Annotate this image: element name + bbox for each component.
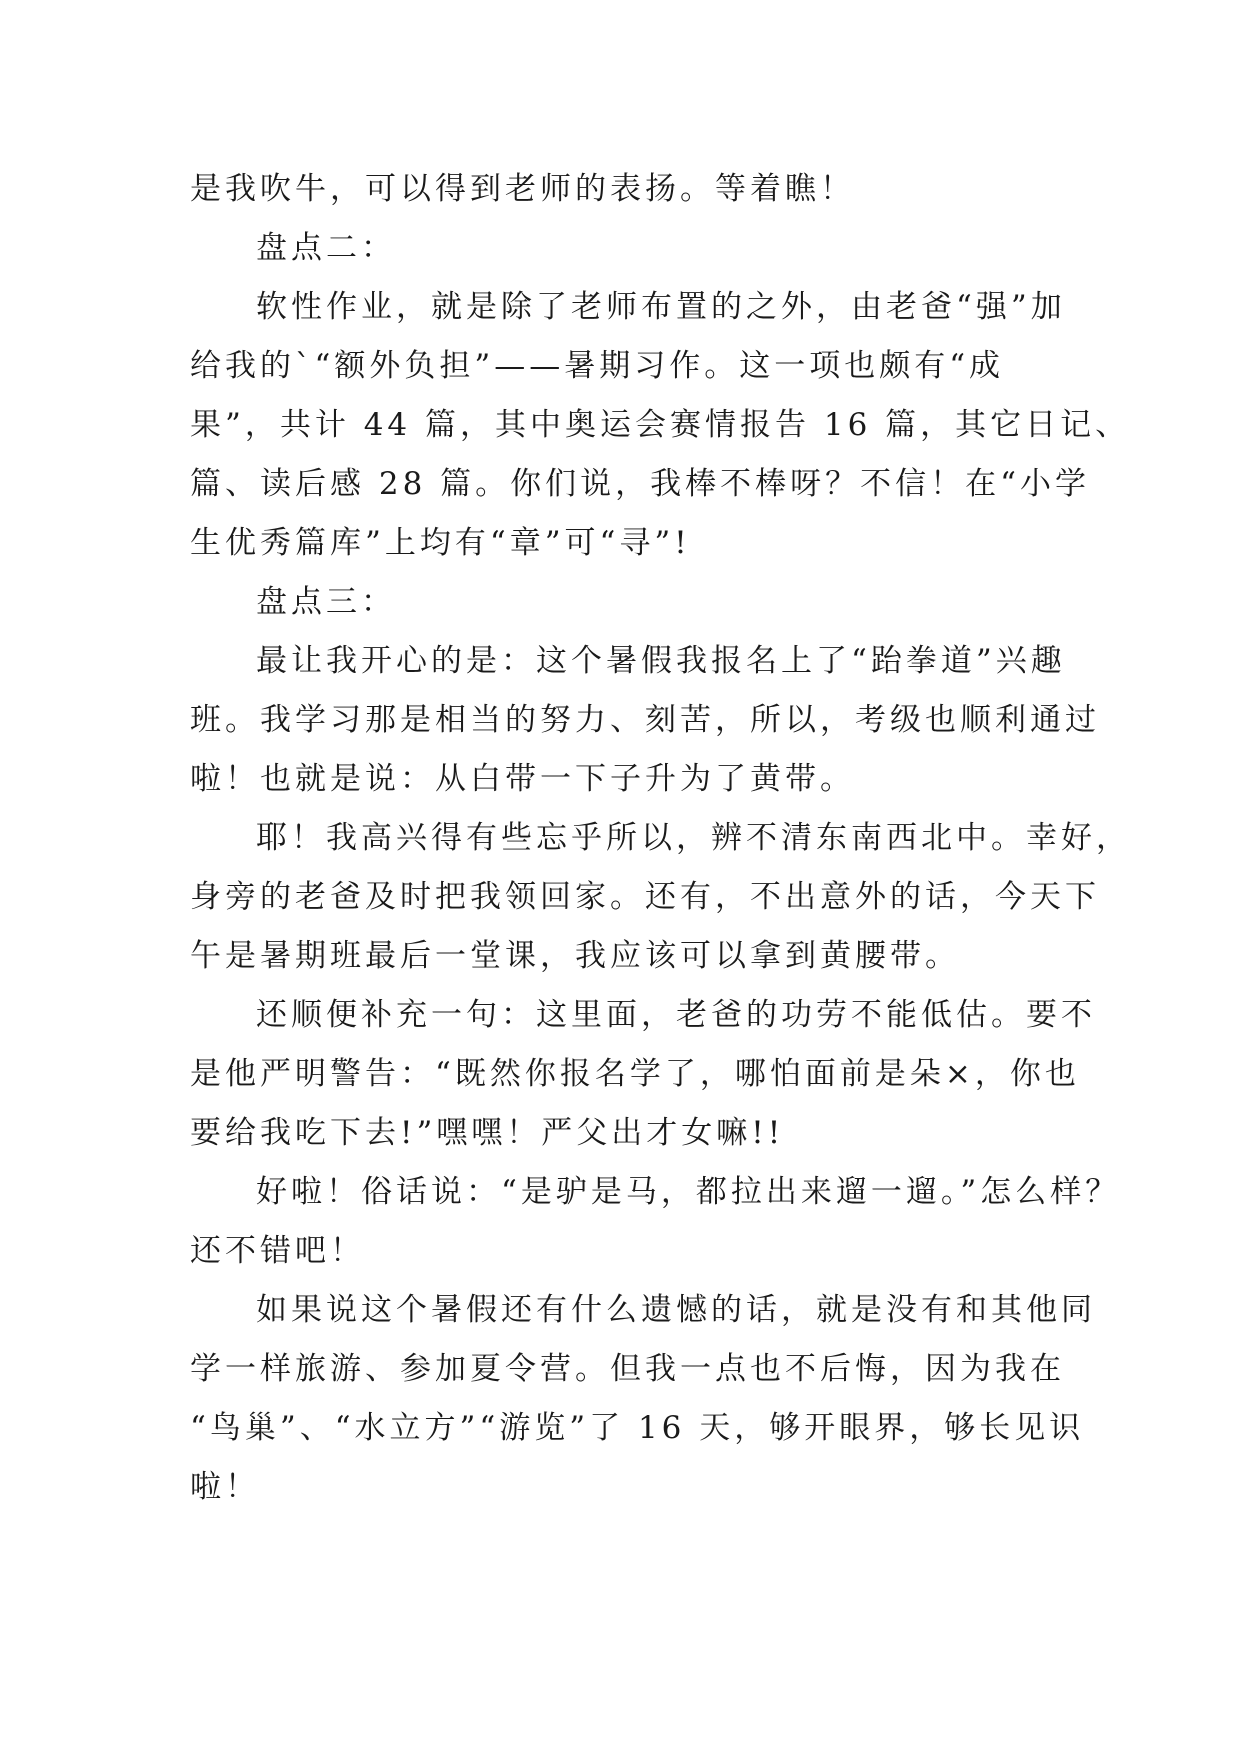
text-line: 要给我吃下去!”嘿嘿！严父出才女嘛!! [190,1115,785,1151]
section-heading: 盘点三： [256,584,396,620]
text-line: 还不错吧！ [190,1233,365,1269]
text-line: 耶！我高兴得有些忘乎所以，辨不清东南西北中。幸好， [256,820,1131,856]
text-line: 身旁的老爸及时把我领回家。还有，不出意外的话，今天下 [190,879,1100,915]
text-line: 班。我学习那是相当的努力、刻苦，所以，考级也顺利通过 [190,702,1100,738]
text-line: 软性作业，就是除了老师布置的之外，由老爸“强”加 [256,289,1066,325]
section-heading: 盘点二： [256,230,396,266]
text-line: 午是暑期班最后一堂课，我应该可以拿到黄腰带。 [190,938,960,974]
text-line: 给我的`“额外负担”——暑期习作。这一项也颇有“成 [190,348,1005,384]
text-line: “鸟巢”、“水立方”“游览”了 16 天，够开眼界，够长见识 [190,1410,1085,1446]
text-line: 最让我开心的是：这个暑假我报名上了“跆拳道”兴趣 [256,643,1066,679]
document-body [190,160,1131,1517]
text-line: 啦！也就是说：从白带一下子升为了黄带。 [190,761,855,797]
text-line: 生优秀篇库”上均有“章”可“寻”! [190,525,691,561]
text-line: 还顺便补充一句：这里面，老爸的功劳不能低估。要不 [256,997,1096,1033]
text-line: 果”，共计 44 篇，其中奥运会赛情报告 16 篇，其它日记、 [190,407,1131,443]
text-line: 篇、读后感 28 篇。你们说，我棒不棒呀？不信！在“小学 [190,466,1090,502]
text-line: 学一样旅游、参加夏令营。但我一点也不后悔，因为我在 [190,1351,1065,1387]
text-line: 是他严明警告：“既然你报名学了，哪怕面前是朵×，你也 [190,1056,1080,1092]
text-line: 如果说这个暑假还有什么遗憾的话，就是没有和其他同 [256,1292,1096,1328]
text-line: 是我吹牛，可以得到老师的表扬。等着瞧！ [190,171,855,207]
text-line: 啦！ [190,1469,260,1505]
text-line: 好啦！俗话说：“是驴是马，都拉出来遛一遛。”怎么样？ [256,1174,1121,1210]
